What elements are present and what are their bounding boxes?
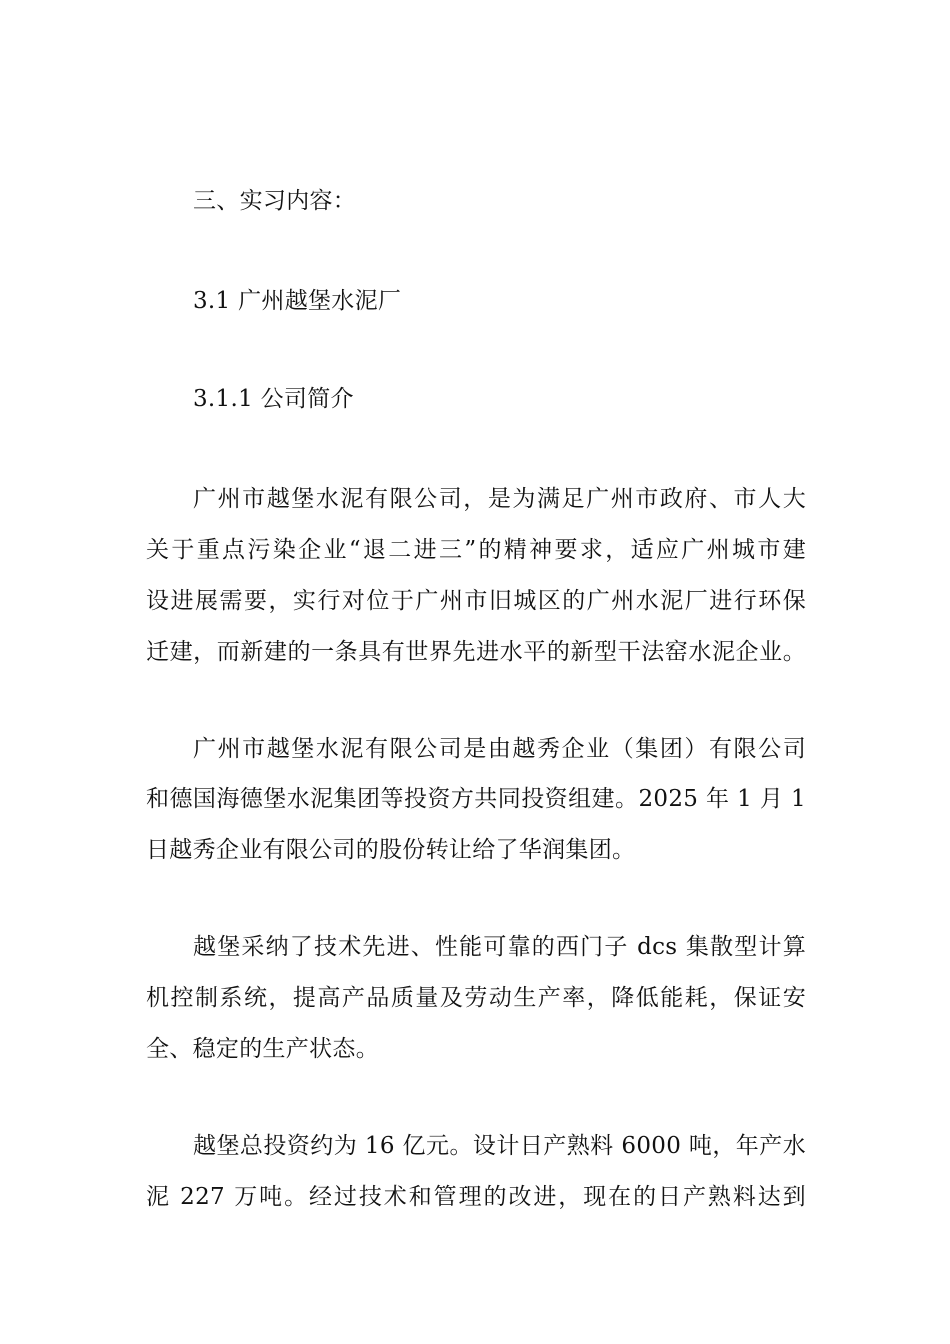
- paragraph-1-line-1: 广州市越堡水泥有限公司，是为满足广州市政府、市人大: [193, 486, 806, 512]
- paragraph-1-line-2: 关于重点污染企业“退二进三”的精神要求，适应广州城市建: [146, 537, 806, 563]
- paragraph-3-line-3: 全、稳定的生产状态。: [146, 1036, 379, 1062]
- section-heading: 三、实习内容：: [193, 188, 357, 214]
- paragraph-1-line-4: 迁建，而新建的一条具有世界先进水平的新型干法窑水泥企业。: [146, 639, 806, 665]
- paragraph-4-line-2: 泥 227 万吨。经过技术和管理的改进，现在的日产熟料达到: [146, 1184, 806, 1210]
- paragraph-1-line-3: 设进展需要，实行对位于广州市旧城区的广州水泥厂进行环保: [146, 588, 806, 614]
- paragraph-4-line-1: 越堡总投资约为 16 亿元。设计日产熟料 6000 吨，年产水: [193, 1133, 806, 1159]
- subsubsection-heading: 3.1.1 公司简介: [193, 386, 354, 412]
- paragraph-3-line-2: 机控制系统，提高产品质量及劳动生产率，降低能耗，保证安: [146, 985, 806, 1011]
- paragraph-2-line-1: 广州市越堡水泥有限公司是由越秀企业（集团）有限公司: [193, 736, 806, 762]
- subsection-heading: 3.1 广州越堡水泥厂: [193, 288, 402, 314]
- paragraph-2-line-2: 和德国海德堡水泥集团等投资方共同投资组建。2025 年 1 月 1: [146, 786, 806, 812]
- paragraph-3-line-1: 越堡采纳了技术先进、性能可靠的西门子 dcs 集散型计算: [193, 934, 806, 960]
- paragraph-2-line-3: 日越秀企业有限公司的股份转让给了华润集团。: [146, 837, 636, 863]
